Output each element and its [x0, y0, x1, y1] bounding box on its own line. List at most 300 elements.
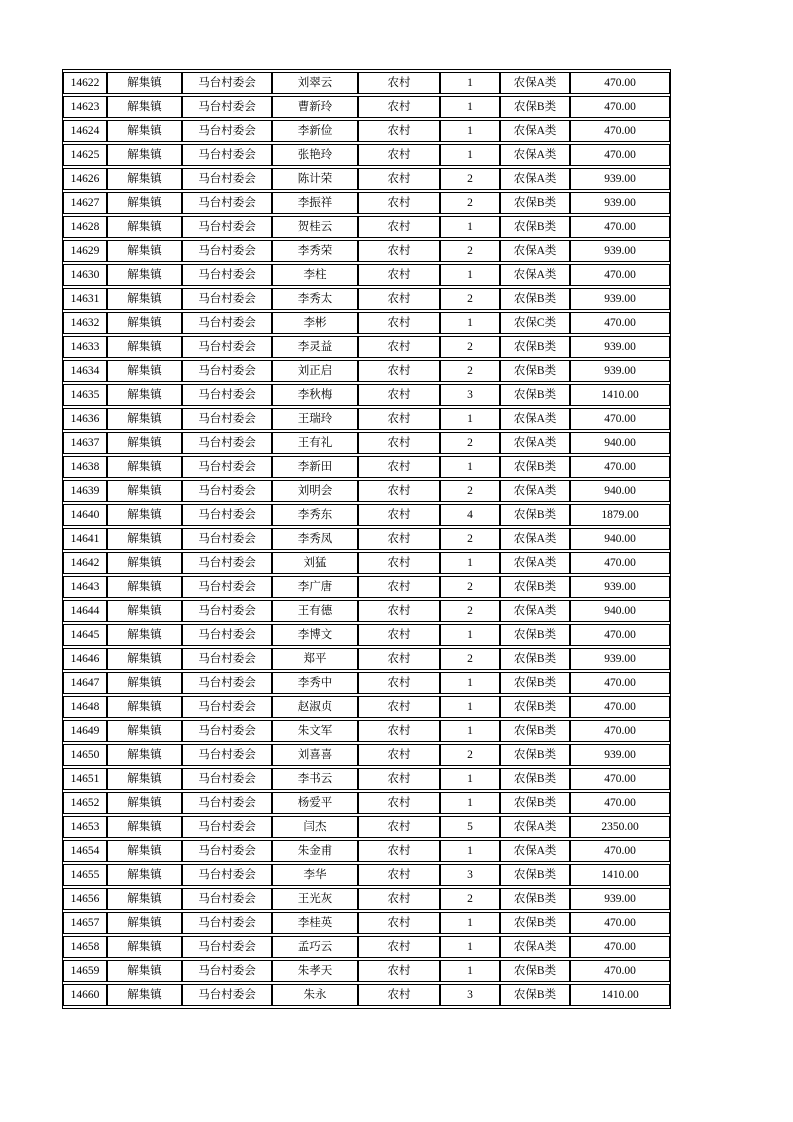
cell-insurance-type: 农保B类 [500, 192, 570, 214]
cell-household-category: 农村 [358, 264, 440, 286]
cell-town: 解集镇 [107, 168, 182, 190]
cell-person-count: 1 [440, 792, 500, 814]
table-row [63, 648, 670, 670]
cell-person-name: 刘喜喜 [272, 744, 358, 766]
cell-amount: 470.00 [570, 672, 670, 694]
cell-amount: 470.00 [570, 72, 670, 94]
cell-person-count: 2 [440, 648, 500, 670]
cell-household-category: 农村 [358, 408, 440, 430]
cell-insurance-type: 农保B类 [500, 624, 570, 646]
cell-insurance-type: 农保A类 [500, 144, 570, 166]
cell-town: 解集镇 [107, 456, 182, 478]
cell-person-count: 1 [440, 408, 500, 430]
cell-person-name: 朱文军 [272, 720, 358, 742]
cell-person-count: 2 [440, 288, 500, 310]
cell-serial-number: 14659 [63, 960, 107, 982]
table-row [63, 720, 670, 742]
cell-town: 解集镇 [107, 216, 182, 238]
cell-town: 解集镇 [107, 864, 182, 886]
cell-amount: 470.00 [570, 408, 670, 430]
cell-person-name: 李秀中 [272, 672, 358, 694]
cell-serial-number: 14626 [63, 168, 107, 190]
cell-amount: 470.00 [570, 960, 670, 982]
cell-town: 解集镇 [107, 840, 182, 862]
cell-person-name: 李新俭 [272, 120, 358, 142]
cell-serial-number: 14652 [63, 792, 107, 814]
cell-person-name: 朱永 [272, 984, 358, 1006]
cell-person-count: 1 [440, 96, 500, 118]
cell-amount: 940.00 [570, 600, 670, 622]
cell-person-name: 王光灰 [272, 888, 358, 910]
cell-insurance-type: 农保B类 [500, 960, 570, 982]
cell-household-category: 农村 [358, 288, 440, 310]
cell-person-count: 2 [440, 360, 500, 382]
cell-serial-number: 14641 [63, 528, 107, 550]
cell-village-committee: 马台村委会 [182, 864, 272, 886]
cell-town: 解集镇 [107, 912, 182, 934]
cell-person-name: 王有德 [272, 600, 358, 622]
cell-amount: 470.00 [570, 456, 670, 478]
cell-serial-number: 14660 [63, 984, 107, 1006]
cell-amount: 1410.00 [570, 984, 670, 1006]
cell-village-committee: 马台村委会 [182, 672, 272, 694]
cell-person-count: 2 [440, 240, 500, 262]
cell-serial-number: 14645 [63, 624, 107, 646]
cell-person-count: 2 [440, 432, 500, 454]
cell-town: 解集镇 [107, 936, 182, 958]
cell-amount: 1410.00 [570, 864, 670, 886]
table-row [63, 504, 670, 526]
cell-serial-number: 14644 [63, 600, 107, 622]
cell-village-committee: 马台村委会 [182, 480, 272, 502]
cell-household-category: 农村 [358, 912, 440, 934]
cell-household-category: 农村 [358, 432, 440, 454]
cell-serial-number: 14642 [63, 552, 107, 574]
cell-serial-number: 14647 [63, 672, 107, 694]
cell-person-name: 李秀荣 [272, 240, 358, 262]
cell-insurance-type: 农保A类 [500, 480, 570, 502]
cell-person-count: 3 [440, 864, 500, 886]
cell-person-name: 李博文 [272, 624, 358, 646]
table-row [63, 528, 670, 550]
cell-insurance-type: 农保B类 [500, 696, 570, 718]
cell-amount: 470.00 [570, 696, 670, 718]
cell-amount: 470.00 [570, 840, 670, 862]
cell-serial-number: 14655 [63, 864, 107, 886]
cell-person-name: 李振祥 [272, 192, 358, 214]
cell-serial-number: 14624 [63, 120, 107, 142]
cell-serial-number: 14635 [63, 384, 107, 406]
cell-insurance-type: 农保A类 [500, 816, 570, 838]
cell-person-name: 张艳玲 [272, 144, 358, 166]
cell-serial-number: 14630 [63, 264, 107, 286]
table-row [63, 408, 670, 430]
cell-household-category: 农村 [358, 888, 440, 910]
table-row [63, 696, 670, 718]
cell-person-name: 李秀太 [272, 288, 358, 310]
cell-person-count: 1 [440, 912, 500, 934]
cell-person-count: 2 [440, 168, 500, 190]
cell-serial-number: 14632 [63, 312, 107, 334]
cell-person-name: 贺桂云 [272, 216, 358, 238]
table-row [63, 264, 670, 286]
cell-person-name: 李秋梅 [272, 384, 358, 406]
cell-village-committee: 马台村委会 [182, 336, 272, 358]
cell-village-committee: 马台村委会 [182, 768, 272, 790]
cell-person-name: 李秀东 [272, 504, 358, 526]
cell-insurance-type: 农保A类 [500, 120, 570, 142]
cell-serial-number: 14657 [63, 912, 107, 934]
cell-insurance-type: 农保B类 [500, 984, 570, 1006]
cell-person-count: 5 [440, 816, 500, 838]
table-row [63, 336, 670, 358]
table-row [63, 312, 670, 334]
cell-amount: 470.00 [570, 96, 670, 118]
table-row [63, 192, 670, 214]
cell-village-committee: 马台村委会 [182, 600, 272, 622]
cell-serial-number: 14650 [63, 744, 107, 766]
cell-amount: 939.00 [570, 648, 670, 670]
cell-amount: 1410.00 [570, 384, 670, 406]
cell-serial-number: 14631 [63, 288, 107, 310]
cell-person-count: 1 [440, 720, 500, 742]
cell-village-committee: 马台村委会 [182, 504, 272, 526]
table-row [63, 984, 670, 1006]
cell-village-committee: 马台村委会 [182, 744, 272, 766]
cell-village-committee: 马台村委会 [182, 552, 272, 574]
cell-town: 解集镇 [107, 408, 182, 430]
cell-village-committee: 马台村委会 [182, 216, 272, 238]
cell-town: 解集镇 [107, 96, 182, 118]
cell-household-category: 农村 [358, 360, 440, 382]
cell-household-category: 农村 [358, 672, 440, 694]
cell-person-count: 2 [440, 744, 500, 766]
cell-amount: 470.00 [570, 720, 670, 742]
cell-insurance-type: 农保B类 [500, 288, 570, 310]
cell-village-committee: 马台村委会 [182, 264, 272, 286]
cell-insurance-type: 农保B类 [500, 720, 570, 742]
cell-person-name: 李华 [272, 864, 358, 886]
cell-household-category: 农村 [358, 792, 440, 814]
cell-serial-number: 14649 [63, 720, 107, 742]
cell-person-name: 陈计荣 [272, 168, 358, 190]
cell-household-category: 农村 [358, 72, 440, 94]
cell-person-name: 杨爱平 [272, 792, 358, 814]
cell-town: 解集镇 [107, 696, 182, 718]
cell-insurance-type: 农保B类 [500, 456, 570, 478]
cell-person-name: 刘明会 [272, 480, 358, 502]
cell-person-count: 1 [440, 264, 500, 286]
cell-household-category: 农村 [358, 840, 440, 862]
table-row [63, 672, 670, 694]
cell-household-category: 农村 [358, 576, 440, 598]
cell-person-count: 2 [440, 192, 500, 214]
cell-insurance-type: 农保B类 [500, 768, 570, 790]
table-row [63, 120, 670, 142]
cell-town: 解集镇 [107, 552, 182, 574]
cell-household-category: 农村 [358, 768, 440, 790]
cell-person-name: 王瑞玲 [272, 408, 358, 430]
cell-village-committee: 马台村委会 [182, 912, 272, 934]
cell-town: 解集镇 [107, 264, 182, 286]
cell-village-committee: 马台村委会 [182, 816, 272, 838]
cell-household-category: 农村 [358, 528, 440, 550]
cell-town: 解集镇 [107, 120, 182, 142]
cell-serial-number: 14637 [63, 432, 107, 454]
table-row [63, 792, 670, 814]
cell-insurance-type: 农保B类 [500, 792, 570, 814]
cell-serial-number: 14638 [63, 456, 107, 478]
cell-amount: 1879.00 [570, 504, 670, 526]
cell-insurance-type: 农保B类 [500, 504, 570, 526]
cell-household-category: 农村 [358, 480, 440, 502]
cell-village-committee: 马台村委会 [182, 984, 272, 1006]
cell-insurance-type: 农保B类 [500, 672, 570, 694]
cell-insurance-type: 农保B类 [500, 864, 570, 886]
cell-amount: 470.00 [570, 936, 670, 958]
cell-serial-number: 14625 [63, 144, 107, 166]
cell-village-committee: 马台村委会 [182, 96, 272, 118]
cell-serial-number: 14640 [63, 504, 107, 526]
cell-village-committee: 马台村委会 [182, 432, 272, 454]
cell-person-count: 3 [440, 384, 500, 406]
cell-household-category: 农村 [358, 864, 440, 886]
cell-household-category: 农村 [358, 456, 440, 478]
cell-person-name: 李广唐 [272, 576, 358, 598]
cell-serial-number: 14658 [63, 936, 107, 958]
table-row [63, 960, 670, 982]
cell-household-category: 农村 [358, 192, 440, 214]
table-row [63, 552, 670, 574]
cell-insurance-type: 农保A类 [500, 600, 570, 622]
cell-serial-number: 14656 [63, 888, 107, 910]
cell-person-count: 2 [440, 336, 500, 358]
benefits-table [62, 69, 671, 1009]
cell-household-category: 农村 [358, 384, 440, 406]
cell-person-count: 1 [440, 456, 500, 478]
cell-person-name: 赵淑贞 [272, 696, 358, 718]
cell-person-count: 1 [440, 840, 500, 862]
table-row [63, 744, 670, 766]
cell-village-committee: 马台村委会 [182, 888, 272, 910]
cell-village-committee: 马台村委会 [182, 576, 272, 598]
cell-person-count: 2 [440, 600, 500, 622]
cell-person-name: 郑平 [272, 648, 358, 670]
cell-household-category: 农村 [358, 240, 440, 262]
cell-household-category: 农村 [358, 720, 440, 742]
table-row [63, 432, 670, 454]
cell-town: 解集镇 [107, 144, 182, 166]
cell-person-count: 1 [440, 312, 500, 334]
table-row [63, 456, 670, 478]
cell-village-committee: 马台村委会 [182, 648, 272, 670]
cell-insurance-type: 农保C类 [500, 312, 570, 334]
cell-village-committee: 马台村委会 [182, 840, 272, 862]
cell-serial-number: 14633 [63, 336, 107, 358]
cell-person-name: 孟巧云 [272, 936, 358, 958]
cell-village-committee: 马台村委会 [182, 408, 272, 430]
cell-amount: 470.00 [570, 768, 670, 790]
cell-amount: 939.00 [570, 168, 670, 190]
cell-village-committee: 马台村委会 [182, 72, 272, 94]
cell-town: 解集镇 [107, 600, 182, 622]
cell-town: 解集镇 [107, 816, 182, 838]
cell-village-committee: 马台村委会 [182, 192, 272, 214]
cell-amount: 470.00 [570, 264, 670, 286]
cell-insurance-type: 农保A类 [500, 168, 570, 190]
table-row [63, 288, 670, 310]
cell-person-name: 刘猛 [272, 552, 358, 574]
cell-insurance-type: 农保A类 [500, 408, 570, 430]
cell-town: 解集镇 [107, 528, 182, 550]
cell-town: 解集镇 [107, 336, 182, 358]
table-row [63, 864, 670, 886]
cell-village-committee: 马台村委会 [182, 288, 272, 310]
cell-person-count: 1 [440, 696, 500, 718]
cell-village-committee: 马台村委会 [182, 168, 272, 190]
cell-town: 解集镇 [107, 576, 182, 598]
cell-town: 解集镇 [107, 768, 182, 790]
table-row [63, 168, 670, 190]
cell-person-count: 1 [440, 216, 500, 238]
cell-person-name: 朱金甫 [272, 840, 358, 862]
cell-person-name: 刘正启 [272, 360, 358, 382]
cell-household-category: 农村 [358, 816, 440, 838]
cell-insurance-type: 农保A类 [500, 240, 570, 262]
cell-amount: 939.00 [570, 192, 670, 214]
cell-town: 解集镇 [107, 960, 182, 982]
table-row [63, 360, 670, 382]
cell-person-name: 李新田 [272, 456, 358, 478]
cell-insurance-type: 农保A类 [500, 72, 570, 94]
cell-village-committee: 马台村委会 [182, 624, 272, 646]
cell-person-name: 曹新玲 [272, 96, 358, 118]
benefits-table-grid [63, 70, 670, 1008]
table-row [63, 144, 670, 166]
cell-town: 解集镇 [107, 648, 182, 670]
cell-person-name: 李彬 [272, 312, 358, 334]
cell-town: 解集镇 [107, 720, 182, 742]
cell-insurance-type: 农保A类 [500, 552, 570, 574]
cell-town: 解集镇 [107, 984, 182, 1006]
cell-household-category: 农村 [358, 120, 440, 142]
cell-amount: 940.00 [570, 480, 670, 502]
cell-town: 解集镇 [107, 504, 182, 526]
cell-town: 解集镇 [107, 384, 182, 406]
cell-town: 解集镇 [107, 744, 182, 766]
cell-village-committee: 马台村委会 [182, 240, 272, 262]
table-row [63, 912, 670, 934]
cell-serial-number: 14653 [63, 816, 107, 838]
cell-serial-number: 14622 [63, 72, 107, 94]
cell-amount: 939.00 [570, 336, 670, 358]
cell-amount: 939.00 [570, 576, 670, 598]
cell-insurance-type: 农保B类 [500, 576, 570, 598]
cell-household-category: 农村 [358, 960, 440, 982]
cell-person-count: 2 [440, 888, 500, 910]
cell-person-count: 2 [440, 576, 500, 598]
cell-village-committee: 马台村委会 [182, 936, 272, 958]
cell-household-category: 农村 [358, 168, 440, 190]
cell-village-committee: 马台村委会 [182, 792, 272, 814]
cell-town: 解集镇 [107, 72, 182, 94]
cell-town: 解集镇 [107, 432, 182, 454]
cell-town: 解集镇 [107, 360, 182, 382]
cell-amount: 939.00 [570, 360, 670, 382]
table-row [63, 840, 670, 862]
cell-insurance-type: 农保A类 [500, 840, 570, 862]
cell-household-category: 农村 [358, 552, 440, 574]
cell-person-count: 2 [440, 528, 500, 550]
cell-household-category: 农村 [358, 504, 440, 526]
cell-person-name: 李柱 [272, 264, 358, 286]
cell-insurance-type: 农保B类 [500, 744, 570, 766]
cell-village-committee: 马台村委会 [182, 120, 272, 142]
cell-insurance-type: 农保A类 [500, 264, 570, 286]
cell-town: 解集镇 [107, 792, 182, 814]
cell-village-committee: 马台村委会 [182, 528, 272, 550]
cell-amount: 470.00 [570, 792, 670, 814]
cell-insurance-type: 农保A类 [500, 936, 570, 958]
cell-person-count: 1 [440, 672, 500, 694]
cell-serial-number: 14639 [63, 480, 107, 502]
cell-serial-number: 14634 [63, 360, 107, 382]
cell-person-count: 1 [440, 936, 500, 958]
cell-insurance-type: 农保B类 [500, 384, 570, 406]
cell-person-count: 1 [440, 960, 500, 982]
cell-person-name: 刘翠云 [272, 72, 358, 94]
cell-town: 解集镇 [107, 240, 182, 262]
cell-household-category: 农村 [358, 696, 440, 718]
cell-household-category: 农村 [358, 144, 440, 166]
table-row [63, 480, 670, 502]
cell-person-count: 4 [440, 504, 500, 526]
cell-household-category: 农村 [358, 96, 440, 118]
cell-serial-number: 14651 [63, 768, 107, 790]
cell-household-category: 农村 [358, 336, 440, 358]
cell-amount: 940.00 [570, 528, 670, 550]
cell-household-category: 农村 [358, 648, 440, 670]
table-row [63, 240, 670, 262]
cell-amount: 939.00 [570, 888, 670, 910]
cell-person-count: 1 [440, 624, 500, 646]
cell-village-committee: 马台村委会 [182, 960, 272, 982]
cell-insurance-type: 农保A类 [500, 528, 570, 550]
cell-insurance-type: 农保B类 [500, 336, 570, 358]
cell-serial-number: 14628 [63, 216, 107, 238]
cell-insurance-type: 农保B类 [500, 216, 570, 238]
cell-serial-number: 14654 [63, 840, 107, 862]
cell-person-count: 1 [440, 120, 500, 142]
table-row [63, 384, 670, 406]
cell-town: 解集镇 [107, 192, 182, 214]
cell-town: 解集镇 [107, 288, 182, 310]
cell-serial-number: 14643 [63, 576, 107, 598]
cell-town: 解集镇 [107, 480, 182, 502]
cell-village-committee: 马台村委会 [182, 720, 272, 742]
table-row [63, 576, 670, 598]
cell-insurance-type: 农保A类 [500, 432, 570, 454]
cell-household-category: 农村 [358, 312, 440, 334]
cell-serial-number: 14623 [63, 96, 107, 118]
cell-insurance-type: 农保B类 [500, 648, 570, 670]
cell-insurance-type: 农保B类 [500, 96, 570, 118]
cell-insurance-type: 农保B类 [500, 888, 570, 910]
cell-amount: 940.00 [570, 432, 670, 454]
cell-amount: 470.00 [570, 216, 670, 238]
cell-serial-number: 14648 [63, 696, 107, 718]
cell-village-committee: 马台村委会 [182, 384, 272, 406]
